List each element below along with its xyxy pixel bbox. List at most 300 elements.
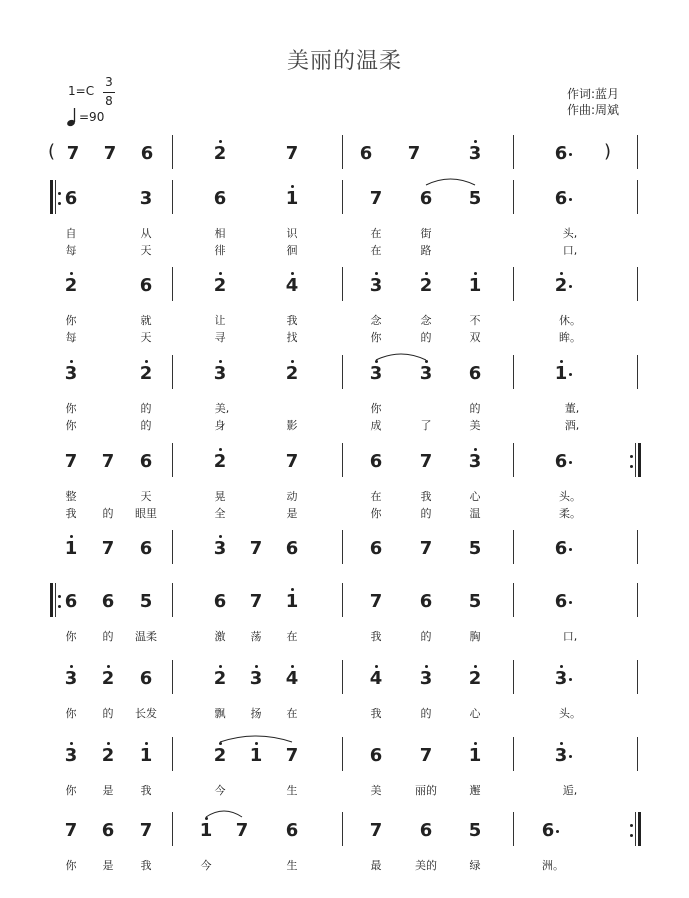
octave-dot-above — [474, 742, 477, 745]
note-digit: 7 — [64, 451, 78, 472]
note — [414, 591, 438, 612]
staff-row — [0, 180, 689, 256]
lyric-syllable: 我 — [286, 314, 298, 327]
note-digit: 7 — [101, 538, 115, 559]
lyric-syllable: 你 — [65, 859, 77, 872]
note-digit: 6 — [101, 820, 115, 841]
bar-line — [513, 812, 514, 846]
lyric-syllable: 生 — [286, 859, 298, 872]
note-digit: 6 — [369, 451, 383, 472]
note — [402, 143, 426, 164]
lyric-syllable: 寻 — [214, 331, 226, 344]
note — [280, 188, 304, 209]
bar-line — [513, 660, 514, 694]
note-digit: 1 — [249, 745, 263, 766]
octave-dot-above — [145, 742, 148, 745]
note-digit: 3 — [468, 143, 482, 164]
note — [280, 538, 304, 559]
note-digit: 6 — [285, 820, 299, 841]
note — [280, 143, 304, 164]
note-digit: 2 — [468, 668, 482, 689]
repeat-dot — [630, 834, 633, 837]
note — [59, 451, 83, 472]
note-digit: 2 — [213, 745, 227, 766]
bar-line — [172, 583, 173, 617]
note — [463, 745, 487, 766]
augmentation-dot — [569, 461, 572, 464]
octave-dot-above — [375, 665, 378, 668]
octave-dot-above — [560, 665, 563, 668]
lyric-syllable: 念 — [420, 314, 432, 327]
lyric-syllable: 自 — [65, 227, 77, 240]
lyric-syllable: 天 — [140, 244, 152, 257]
octave-dot-above — [219, 448, 222, 451]
note — [364, 538, 388, 559]
lyric-syllable: 相 — [214, 227, 226, 240]
octave-dot-above — [425, 272, 428, 275]
note — [463, 275, 487, 296]
repeat-start-thick-bar — [50, 180, 53, 214]
bar-line — [513, 135, 514, 169]
note — [208, 745, 232, 766]
note — [134, 275, 158, 296]
lyric-syllable: 天 — [140, 331, 152, 344]
note-digit: 4 — [285, 668, 299, 689]
note-digit: 7 — [103, 143, 117, 164]
octave-dot-above — [291, 360, 294, 363]
lyric-syllable: 是 — [286, 507, 298, 520]
note-digit: 6 — [369, 538, 383, 559]
lyric-syllable: 在 — [370, 490, 382, 503]
note-digit: 6 — [139, 451, 153, 472]
bar-line — [637, 355, 638, 389]
staff-row — [0, 812, 689, 888]
lyricist-credit: 作词:蓝月 — [567, 87, 620, 101]
note — [96, 820, 120, 841]
bar-line — [637, 267, 638, 301]
lyric-syllable: 你 — [65, 707, 77, 720]
bar-line — [637, 737, 638, 771]
note-digit: 2 — [554, 275, 568, 296]
augmentation-dot — [569, 755, 572, 758]
repeat-start-thin-bar — [55, 583, 56, 617]
note-digit: 6 — [541, 820, 555, 841]
lyric-syllable: 识 — [286, 227, 298, 240]
lyric-syllable: 飘 — [214, 707, 226, 720]
note — [354, 143, 378, 164]
note — [549, 143, 573, 164]
note-digit: 2 — [139, 363, 153, 384]
note — [59, 668, 83, 689]
augmentation-dot — [569, 285, 572, 288]
bar-line — [342, 530, 343, 564]
note — [414, 820, 438, 841]
note — [208, 188, 232, 209]
bar-line — [513, 443, 514, 477]
repeat-dot — [630, 465, 633, 468]
augmentation-dot — [556, 830, 559, 833]
note-digit: 5 — [468, 188, 482, 209]
bar-line — [342, 135, 343, 169]
bar-line — [172, 135, 173, 169]
note-digit: 6 — [419, 820, 433, 841]
staff-row — [0, 443, 689, 519]
note — [134, 745, 158, 766]
note — [208, 668, 232, 689]
lyric-syllable: 最 — [370, 859, 382, 872]
lyric-syllable: 扬 — [250, 707, 262, 720]
note-digit: 1 — [285, 188, 299, 209]
note — [463, 363, 487, 384]
bar-line — [513, 530, 514, 564]
lyric-syllable: 柔。 — [559, 507, 581, 520]
note — [536, 820, 560, 841]
octave-dot-above — [70, 742, 73, 745]
note — [134, 591, 158, 612]
note — [134, 363, 158, 384]
octave-dot-above — [291, 272, 294, 275]
note — [364, 451, 388, 472]
octave-dot-above — [107, 665, 110, 668]
repeat-dot — [630, 824, 633, 827]
note-digit: 7 — [419, 538, 433, 559]
bar-line — [637, 660, 638, 694]
bar-line — [513, 355, 514, 389]
lyric-syllable: 全 — [214, 507, 226, 520]
octave-dot-above — [474, 665, 477, 668]
note — [414, 538, 438, 559]
note-digit: 2 — [213, 451, 227, 472]
slur — [374, 350, 428, 362]
lyric-syllable: 我 — [370, 707, 382, 720]
bar-line — [637, 135, 638, 169]
lyric-syllable: 今 — [200, 859, 212, 872]
note — [134, 451, 158, 472]
lyric-syllable: 洲。 — [542, 859, 564, 872]
lyric-syllable: 是 — [102, 859, 114, 872]
note-digit: 7 — [369, 820, 383, 841]
note — [463, 591, 487, 612]
octave-dot-above — [560, 360, 563, 363]
repeat-end-thick-bar — [638, 812, 641, 846]
bar-line — [342, 443, 343, 477]
lyric-syllable: 在 — [370, 244, 382, 257]
note — [549, 745, 573, 766]
note-digit: 2 — [101, 668, 115, 689]
note — [135, 143, 159, 164]
bar-line — [513, 583, 514, 617]
lyric-syllable: 丽的 — [415, 784, 437, 797]
octave-dot-above — [219, 360, 222, 363]
note-digit: 6 — [554, 143, 568, 164]
note-digit: 3 — [554, 668, 568, 689]
note-digit: 6 — [139, 275, 153, 296]
octave-dot-above — [107, 742, 110, 745]
note — [194, 820, 218, 841]
note — [244, 591, 268, 612]
note-digit: 7 — [64, 820, 78, 841]
note — [414, 451, 438, 472]
staff-row — [0, 267, 689, 343]
bar-line — [172, 180, 173, 214]
lyric-syllable: 双 — [469, 331, 481, 344]
lyric-syllable: 眼里 — [135, 507, 157, 520]
lyric-syllable: 的 — [140, 419, 152, 432]
bar-line — [342, 660, 343, 694]
lyric-syllable: 今 — [214, 784, 226, 797]
note — [280, 275, 304, 296]
repeat-end-thick-bar — [638, 443, 641, 477]
note-digit: 7 — [101, 451, 115, 472]
note — [208, 275, 232, 296]
bar-line — [172, 660, 173, 694]
lyric-syllable: 影 — [286, 419, 298, 432]
note — [364, 275, 388, 296]
close-paren: ) — [604, 141, 612, 162]
note — [549, 188, 573, 209]
note-digit: 1 — [554, 363, 568, 384]
note-digit: 1 — [285, 591, 299, 612]
note-digit: 6 — [554, 591, 568, 612]
note-digit: 3 — [64, 668, 78, 689]
lyric-syllable: 念 — [370, 314, 382, 327]
bar-line — [172, 812, 173, 846]
bar-line — [513, 180, 514, 214]
note-digit: 3 — [64, 745, 78, 766]
lyric-syllable: 董, — [564, 402, 580, 415]
note-digit: 7 — [369, 591, 383, 612]
repeat-start-thin-bar — [55, 180, 56, 214]
note-digit: 2 — [213, 143, 227, 164]
octave-dot-above — [219, 665, 222, 668]
lyric-syllable: 身 — [214, 419, 226, 432]
note — [463, 668, 487, 689]
note-digit: 6 — [213, 188, 227, 209]
lyric-syllable: 路 — [420, 244, 432, 257]
lyric-syllable: 你 — [370, 331, 382, 344]
note — [244, 745, 268, 766]
staff-row — [0, 737, 689, 813]
note — [280, 820, 304, 841]
note — [134, 538, 158, 559]
lyric-syllable: 头。 — [559, 490, 581, 503]
lyric-syllable: 的 — [420, 331, 432, 344]
note — [134, 820, 158, 841]
lyric-syllable: 眸。 — [559, 331, 581, 344]
staff-row — [0, 355, 689, 431]
note — [364, 188, 388, 209]
key-signature: 1=C — [68, 84, 95, 98]
note — [364, 820, 388, 841]
lyric-syllable: 你 — [65, 630, 77, 643]
note-digit: 6 — [359, 143, 373, 164]
note-digit: 3 — [249, 668, 263, 689]
lyric-syllable: 是 — [102, 784, 114, 797]
lyric-syllable: 美, — [214, 402, 230, 415]
augmentation-dot — [569, 548, 572, 551]
lyric-syllable: 心 — [469, 490, 481, 503]
note-digit: 6 — [554, 451, 568, 472]
octave-dot-above — [425, 665, 428, 668]
bar-line — [513, 737, 514, 771]
octave-dot-above — [474, 140, 477, 143]
note — [96, 451, 120, 472]
lyric-syllable: 长发 — [135, 707, 157, 720]
octave-dot-above — [291, 185, 294, 188]
bar-line — [513, 267, 514, 301]
note — [96, 591, 120, 612]
note — [280, 451, 304, 472]
note — [549, 451, 573, 472]
note — [208, 451, 232, 472]
octave-dot-above — [70, 665, 73, 668]
bar-line — [172, 530, 173, 564]
note-digit: 7 — [249, 538, 263, 559]
bar-line — [342, 737, 343, 771]
note-digit: 7 — [285, 143, 299, 164]
note-digit: 6 — [554, 188, 568, 209]
note-digit: 7 — [139, 820, 153, 841]
note-digit: 1 — [468, 275, 482, 296]
bar-line — [172, 355, 173, 389]
lyric-syllable: 从 — [140, 227, 152, 240]
note — [549, 275, 573, 296]
lyric-syllable: 你 — [65, 784, 77, 797]
note-digit: 7 — [285, 745, 299, 766]
note-digit: 6 — [139, 538, 153, 559]
note-digit: 3 — [139, 188, 153, 209]
note — [98, 143, 122, 164]
lyric-syllable: 头。 — [559, 707, 581, 720]
note-digit: 1 — [139, 745, 153, 766]
open-paren: ( — [48, 141, 56, 162]
note-digit: 6 — [468, 363, 482, 384]
note-digit: 3 — [369, 275, 383, 296]
lyric-syllable: 荡 — [250, 630, 262, 643]
lyric-syllable: 激 — [214, 630, 226, 643]
note-digit: 5 — [468, 820, 482, 841]
lyric-syllable: 徘 — [214, 244, 226, 257]
note — [414, 363, 438, 384]
octave-dot-above — [255, 665, 258, 668]
note — [61, 143, 85, 164]
note-digit: 6 — [64, 188, 78, 209]
lyric-syllable: 你 — [65, 402, 77, 415]
lyric-syllable: 邂 — [469, 784, 481, 797]
lyric-syllable: 每 — [65, 331, 77, 344]
note-digit: 3 — [554, 745, 568, 766]
lyric-syllable: 我 — [140, 784, 152, 797]
lyric-syllable: 酒, — [564, 419, 580, 432]
lyric-syllable: 我 — [65, 507, 77, 520]
repeat-dot — [630, 455, 633, 458]
composer-credit: 作曲:周斌 — [567, 103, 620, 117]
note-digit: 6 — [419, 188, 433, 209]
note — [244, 668, 268, 689]
bar-line — [342, 180, 343, 214]
note — [364, 363, 388, 384]
bar-line — [342, 267, 343, 301]
bar-line — [342, 583, 343, 617]
lyric-syllable: 街 — [420, 227, 432, 240]
note — [59, 745, 83, 766]
lyric-syllable: 天 — [140, 490, 152, 503]
lyric-syllable: 在 — [370, 227, 382, 240]
note — [96, 668, 120, 689]
note — [208, 363, 232, 384]
octave-dot-above — [560, 742, 563, 745]
octave-dot-above — [474, 448, 477, 451]
note — [463, 451, 487, 472]
note-digit: 7 — [249, 591, 263, 612]
note-digit: 6 — [139, 668, 153, 689]
note — [244, 538, 268, 559]
lyric-syllable: 生 — [286, 784, 298, 797]
lyric-syllable: 了 — [420, 419, 432, 432]
note — [208, 538, 232, 559]
note — [208, 591, 232, 612]
lyric-syllable: 你 — [370, 402, 382, 415]
octave-dot-above — [291, 665, 294, 668]
note-digit: 2 — [285, 363, 299, 384]
bar-line — [637, 180, 638, 214]
note — [96, 745, 120, 766]
note-digit: 5 — [139, 591, 153, 612]
lyric-syllable: 温 — [469, 507, 481, 520]
lyric-syllable: 晃 — [214, 490, 226, 503]
augmentation-dot — [569, 198, 572, 201]
note-digit: 1 — [468, 745, 482, 766]
note — [134, 668, 158, 689]
note-digit: 2 — [213, 275, 227, 296]
note-digit: 3 — [213, 538, 227, 559]
slur — [218, 732, 294, 744]
note — [280, 745, 304, 766]
note-digit: 1 — [64, 538, 78, 559]
note-digit: 6 — [419, 591, 433, 612]
lyric-syllable: 的 — [420, 507, 432, 520]
lyric-syllable: 休。 — [559, 314, 581, 327]
lyric-syllable: 我 — [420, 490, 432, 503]
lyric-syllable: 不 — [469, 314, 481, 327]
note — [549, 591, 573, 612]
lyric-syllable: 我 — [140, 859, 152, 872]
tempo-marking: =90 — [79, 110, 105, 124]
note — [230, 820, 254, 841]
octave-dot-above — [70, 272, 73, 275]
note-digit: 7 — [407, 143, 421, 164]
lyric-syllable: 胸 — [469, 630, 481, 643]
bar-line — [342, 812, 343, 846]
octave-dot-above — [474, 272, 477, 275]
note — [414, 275, 438, 296]
slur — [424, 175, 477, 187]
song-title: 美丽的温柔 — [286, 49, 402, 74]
lyric-syllable: 逅, — [562, 784, 578, 797]
note-digit: 2 — [101, 745, 115, 766]
lyric-syllable: 徊 — [286, 244, 298, 257]
bar-line — [172, 737, 173, 771]
slur — [204, 807, 244, 819]
note-digit: 6 — [140, 143, 154, 164]
lyric-syllable: 美 — [370, 784, 382, 797]
note-digit: 3 — [369, 363, 383, 384]
lyric-syllable: 成 — [370, 419, 382, 432]
note-digit: 3 — [419, 668, 433, 689]
note — [59, 820, 83, 841]
note-digit: 2 — [64, 275, 78, 296]
augmentation-dot — [569, 678, 572, 681]
